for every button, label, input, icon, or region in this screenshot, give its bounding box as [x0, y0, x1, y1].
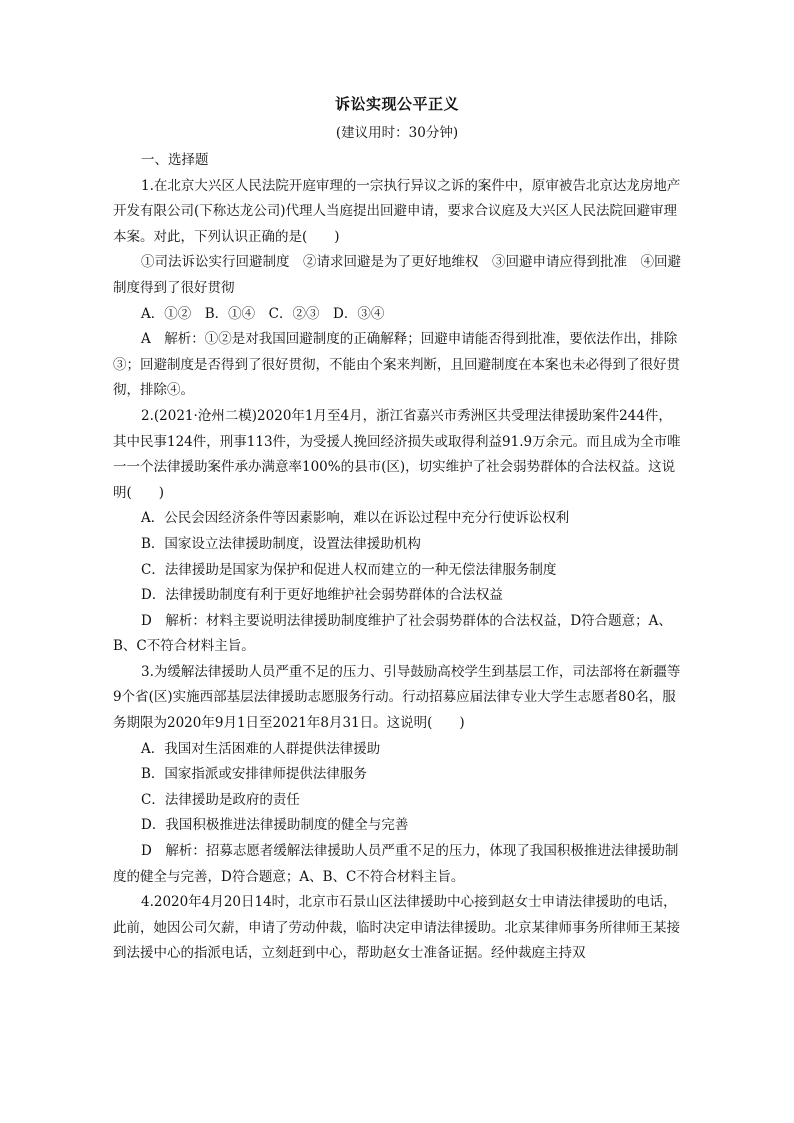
suggested-time: (建议用时：30分钟): [335, 125, 459, 141]
question-1-answer: A 解析：①②是对我国回避制度的正确解释；回避申请能否得到批准，要依法作出，排除③；回避制度是否得到了很好贯彻，不能由个案来判断，且回避制度在本案也未必得到了很好贯彻，排除④。: [113, 331, 680, 399]
section-heading: 一、选择题: [141, 152, 209, 168]
document-body: [113, 148, 683, 967]
question-2-option-a: A．公民会因经济条件等因素影响，难以在诉讼过程中充分行使诉讼权利: [141, 510, 570, 527]
question-2-option-c: C．法律援助是国家为保护和促进人权而建立的一种无偿法律服务制度: [141, 561, 557, 578]
question-2-option-b: B．国家设立法律援助制度，设置法律援助机构: [141, 535, 421, 552]
question-3-answer: D 解析：招募志愿者缓解法律援助人员严重不足的压力，体现了我国积极推进法律援助制度的健全与完善，D符合题意；A、B、C不符合材料主旨。: [113, 843, 679, 885]
question-3-option-c: C．法律援助是政府的责任: [141, 791, 300, 808]
question-2-stem: 2.(2021·沧州二模)2020年1月至4月，浙江省嘉兴市秀洲区共受理法律援助案件244件，其中民事124件，刑事113件，为受援人挽回经济损失或取得利益91.9万余元。而且成为全市唯一一个法律援助案件承办满意率100%的县市(区)，切实维护了社会弱势群体的合法权益。这说明( ): [113, 407, 681, 501]
question-3-option-b: B．国家指派或安排律师提供法律服务: [141, 766, 367, 783]
question-1-stem: 1.在北京大兴区人民法院开庭审理的一宗执行异议之诉的案件中，原审被告北京达龙房地产开发有限公司(下称达龙公司)代理人当庭提出回避申请，要求合议庭及大兴区人民法院回避审理本案。对此，下列认识正确的是( ): [113, 177, 681, 245]
question-1-options: A．①② B．①④ C．②③ D．③④: [141, 305, 385, 322]
question-3-stem: 3.为缓解法律援助人员严重不足的压力、引导鼓励高校学生到基层工作，司法部将在新疆等9个省(区)实施西部基层法律援助志愿服务行动。行动招募应届法律专业大学生志愿者80名，服务期限为2020年9月1日至2021年8月31日。这说明( ): [113, 663, 681, 732]
page-title: 诉讼实现公平正义: [334, 95, 459, 113]
question-3-option-a: A．我国对生活困难的人群提供法律援助: [141, 740, 381, 757]
question-4-stem: 4.2020年4月20日14时，北京市石景山区法律援助中心接到赵女士申请法律援助的电话，此前，她因公司欠薪，申请了劳动仲裁，临时决定申请法律援助。北京某律师事务所律师王某接到法援中心的指派电话，立刻赶到中心，帮助赵女士准备证据。经仲裁庭主持双: [113, 894, 680, 962]
question-1-statements: ①司法诉讼实行回避制度 ②请求回避是为了更好地维权 ③回避申请应得到批准 ④回避制度得到了很好贯彻: [113, 254, 681, 296]
question-2-answer: D 解析：材料主要说明法律援助制度维护了社会弱势群体的合法权益，D符合题意；A、B、C不符合材料主旨。: [113, 612, 672, 655]
question-2-option-d: D．法律援助制度有利于更好地维护社会弱势群体的合法权益: [141, 587, 503, 604]
question-3-option-d: D．我国积极推进法律援助制度的健全与完善: [141, 817, 409, 834]
